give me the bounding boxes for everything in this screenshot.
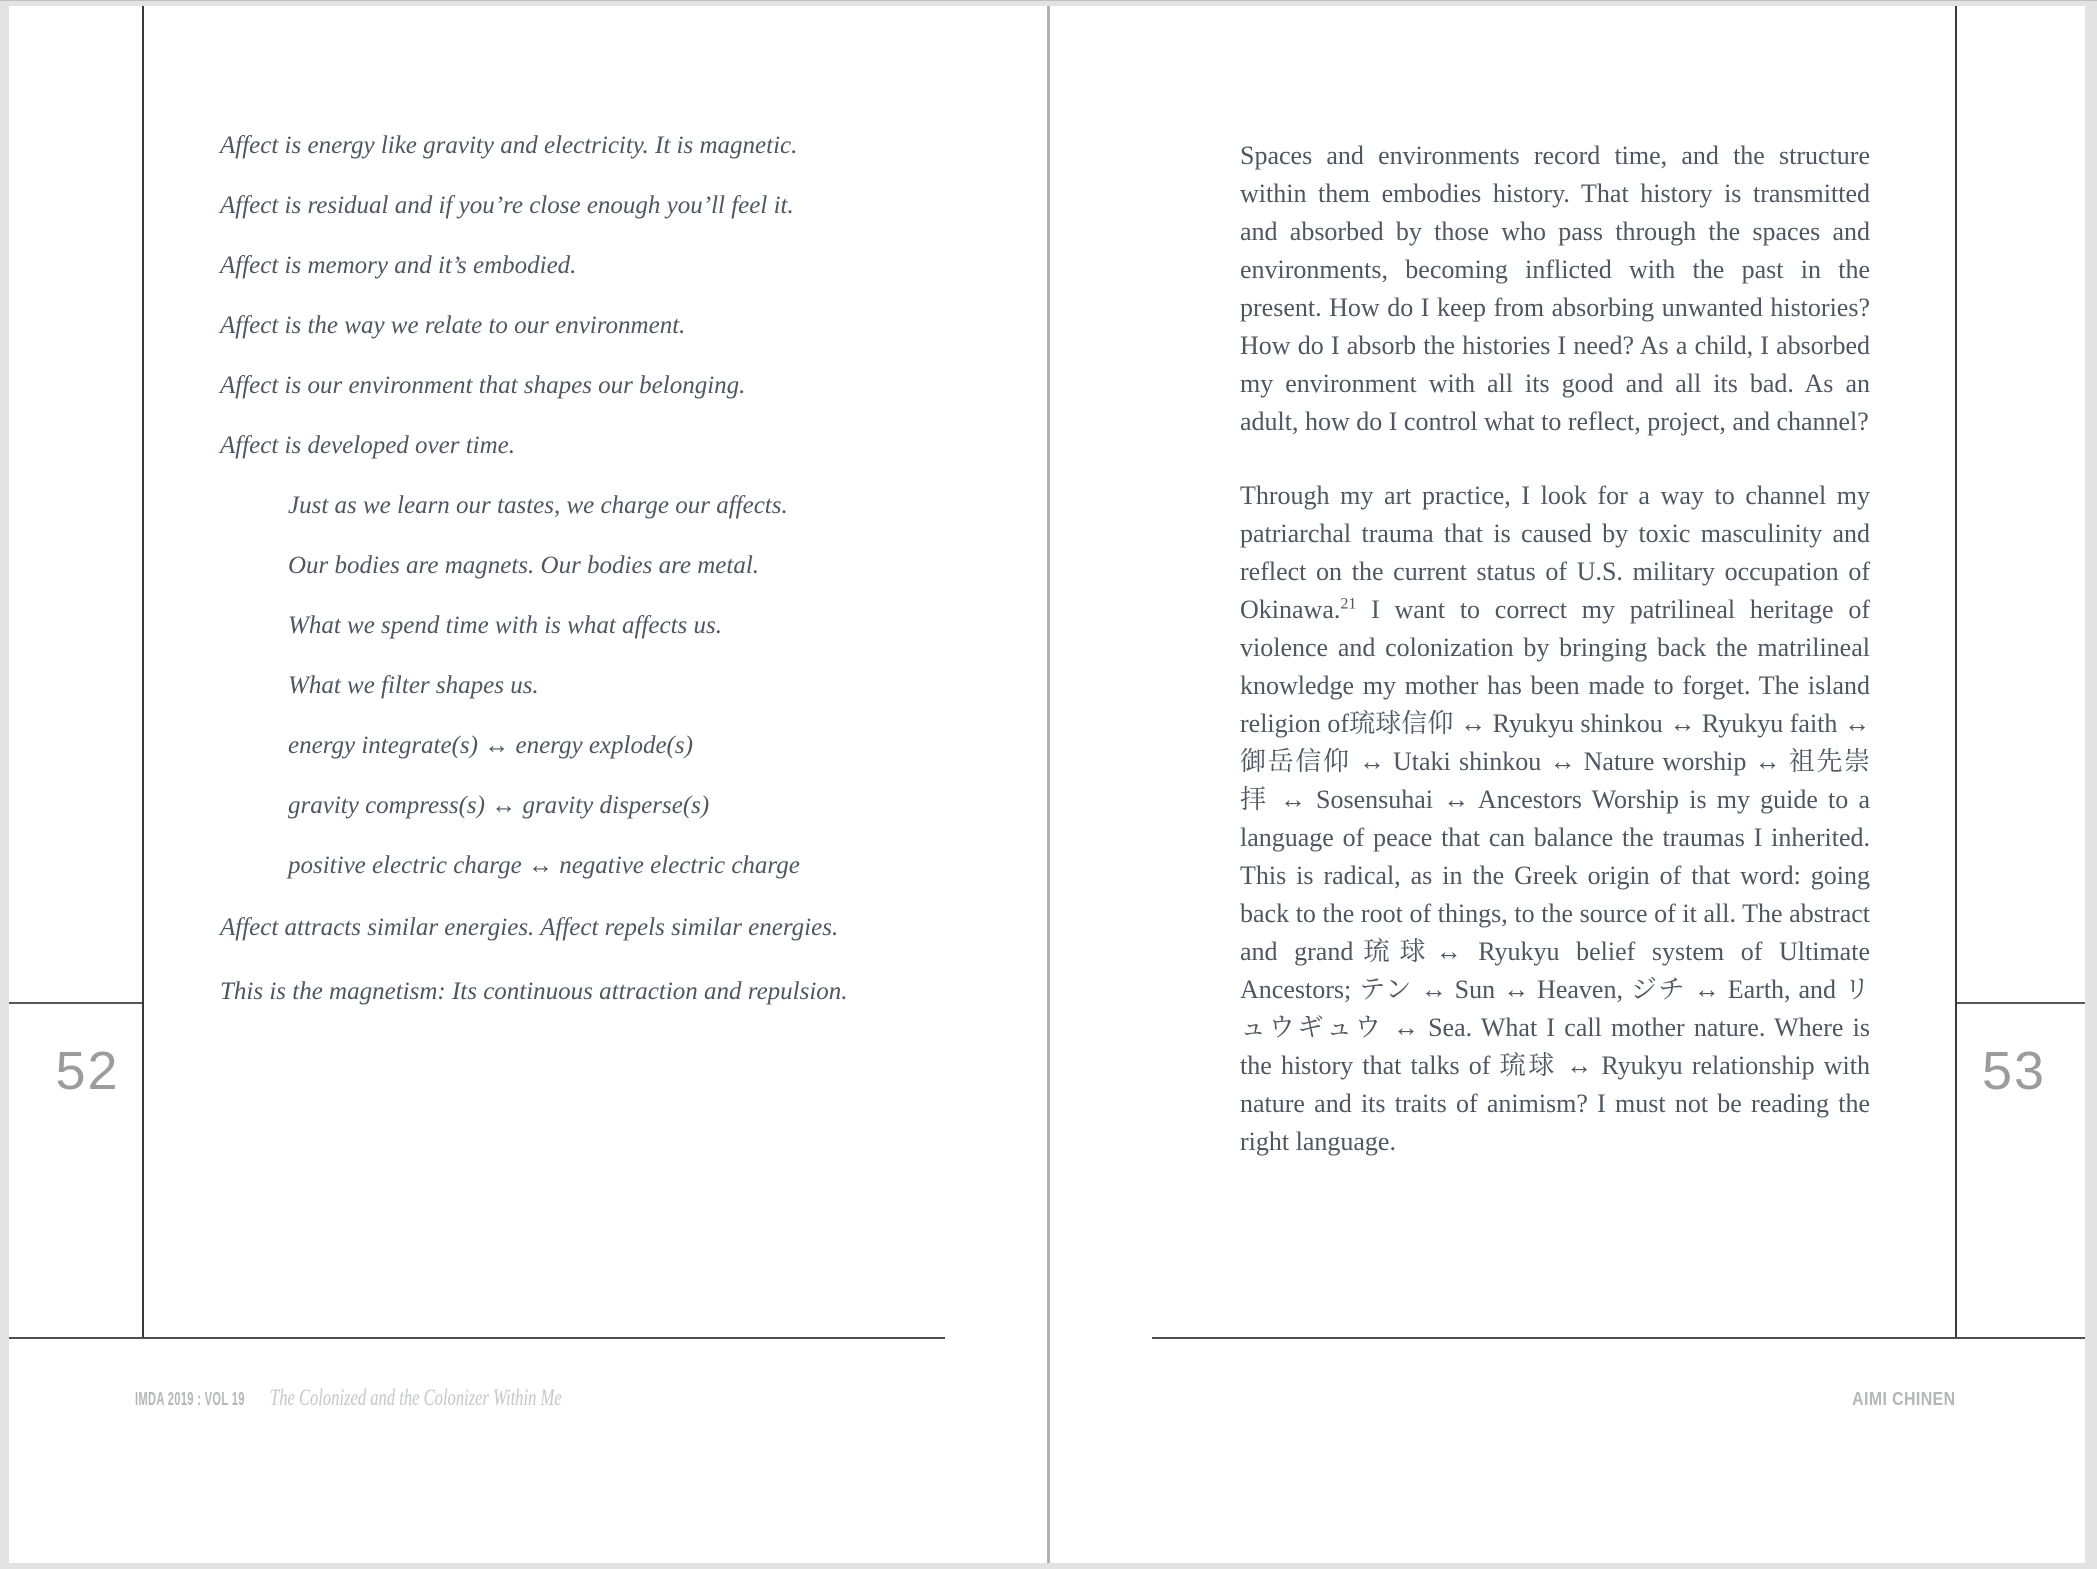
left-margin-vertical-rule bbox=[142, 6, 144, 1338]
aphorism-line: Affect is the way we relate to our environment. bbox=[220, 312, 686, 339]
paragraph-text: I want to correct my patrilineal heritage of violence and colonization by bringing back the matrilineal knowledge my mother has been made to forget. The island religion of琉球信仰 ↔ Ryukyu shinkou ↔ Ryukyu faith ↔ 御岳信仰 ↔ Utaki shinkou ↔ Nature worship ↔ 祖先崇拝 ↔ Sosensuhai ↔ Ancestors Worship is my guide to a language of peace that can balance the traumas I inherited. This is radical, as in the Greek origin of that word: going back to the root of things, to the source of it all. The abstract and grand琉球↔ Ryukyu belief system of Ultimate Ancestors; テン ↔ Sun ↔ Heaven, ジチ ↔ Earth, and リュウギュウ ↔ Sea. What I call mother nature. Where is the history that talks of 琉球 ↔ Ryukyu relationship with nature and its traits of animism? I must not be reading the right language. bbox=[1240, 595, 1870, 1156]
right-footer-rule bbox=[1152, 1337, 2085, 1339]
indented-aphorism-line: energy integrate(s) ↔ energy explode(s) bbox=[288, 732, 693, 759]
body-paragraph: Affect attracts similar energies. Affect repels similar energies. bbox=[220, 914, 839, 941]
indented-aphorism-line: Our bodies are magnets. Our bodies are metal. bbox=[288, 552, 760, 579]
right-text-column bbox=[1240, 137, 1870, 1161]
body-paragraph bbox=[1240, 477, 1870, 1161]
right-margin-vertical-rule bbox=[1955, 6, 1957, 1338]
indented-aphorism-line: Just as we learn our tastes, we charge our affects. bbox=[288, 492, 788, 519]
right-folio-rule bbox=[1957, 1002, 2085, 1004]
aphorism-line: Affect is residual and if you’re close enough you’ll feel it. bbox=[220, 192, 794, 219]
body-paragraph: Spaces and environments record time, and the structure within them embodies history. That history is transmitted and absorbed by those who pass through the spaces and environments, becoming inflicted with the past in the present. How do I keep from absorbing unwanted histories? How do I absorb the histories I need? As a child, I absorbed my environment with all its good and all its bad. As an adult, how do I control what to reflect, project, and channel? bbox=[1240, 141, 1870, 436]
footer-volume-label: IMDA 2019 : VOL 19 bbox=[135, 1389, 245, 1409]
aphorism-line: Affect is our environment that shapes our belonging. bbox=[220, 372, 746, 399]
paragraph-text: Through my art practice, I look for a way to channel my patriarchal trauma that is caused by toxic masculinity and reflect on the current status of U.S. military occupation of Okinawa. bbox=[1240, 481, 1870, 624]
indented-aphorism-line: gravity compress(s) ↔ gravity disperse(s) bbox=[288, 792, 710, 819]
footnote-reference: 21 bbox=[1340, 595, 1357, 613]
left-footer-rule bbox=[9, 1337, 945, 1339]
footer-author-name: AIMI CHINEN bbox=[1851, 1389, 1955, 1409]
footer-chapter-title: The Colonized and the Colonizer Within Me bbox=[270, 1385, 562, 1410]
page-number-right: 53 bbox=[1981, 1041, 2047, 1101]
aphorism-line: Affect is energy like gravity and electricity. It is magnetic. bbox=[220, 132, 798, 159]
indented-aphorism-line: positive electric charge ↔ negative electric charge bbox=[288, 852, 800, 879]
left-folio-rule bbox=[9, 1002, 142, 1004]
aphorism-line: Affect is memory and it’s embodied. bbox=[220, 252, 577, 279]
aphorism-line: Affect is developed over time. bbox=[220, 432, 516, 459]
left-text-column bbox=[220, 116, 856, 1008]
spine-divider bbox=[1047, 6, 1050, 1563]
page-number-left: 52 bbox=[55, 1041, 120, 1101]
body-paragraph: This is the magnetism: Its continuous attraction and repulsion. bbox=[220, 978, 848, 1005]
indented-aphorism-line: What we filter shapes us. bbox=[288, 672, 539, 699]
indented-aphorism-line: What we spend time with is what affects us. bbox=[288, 612, 723, 639]
